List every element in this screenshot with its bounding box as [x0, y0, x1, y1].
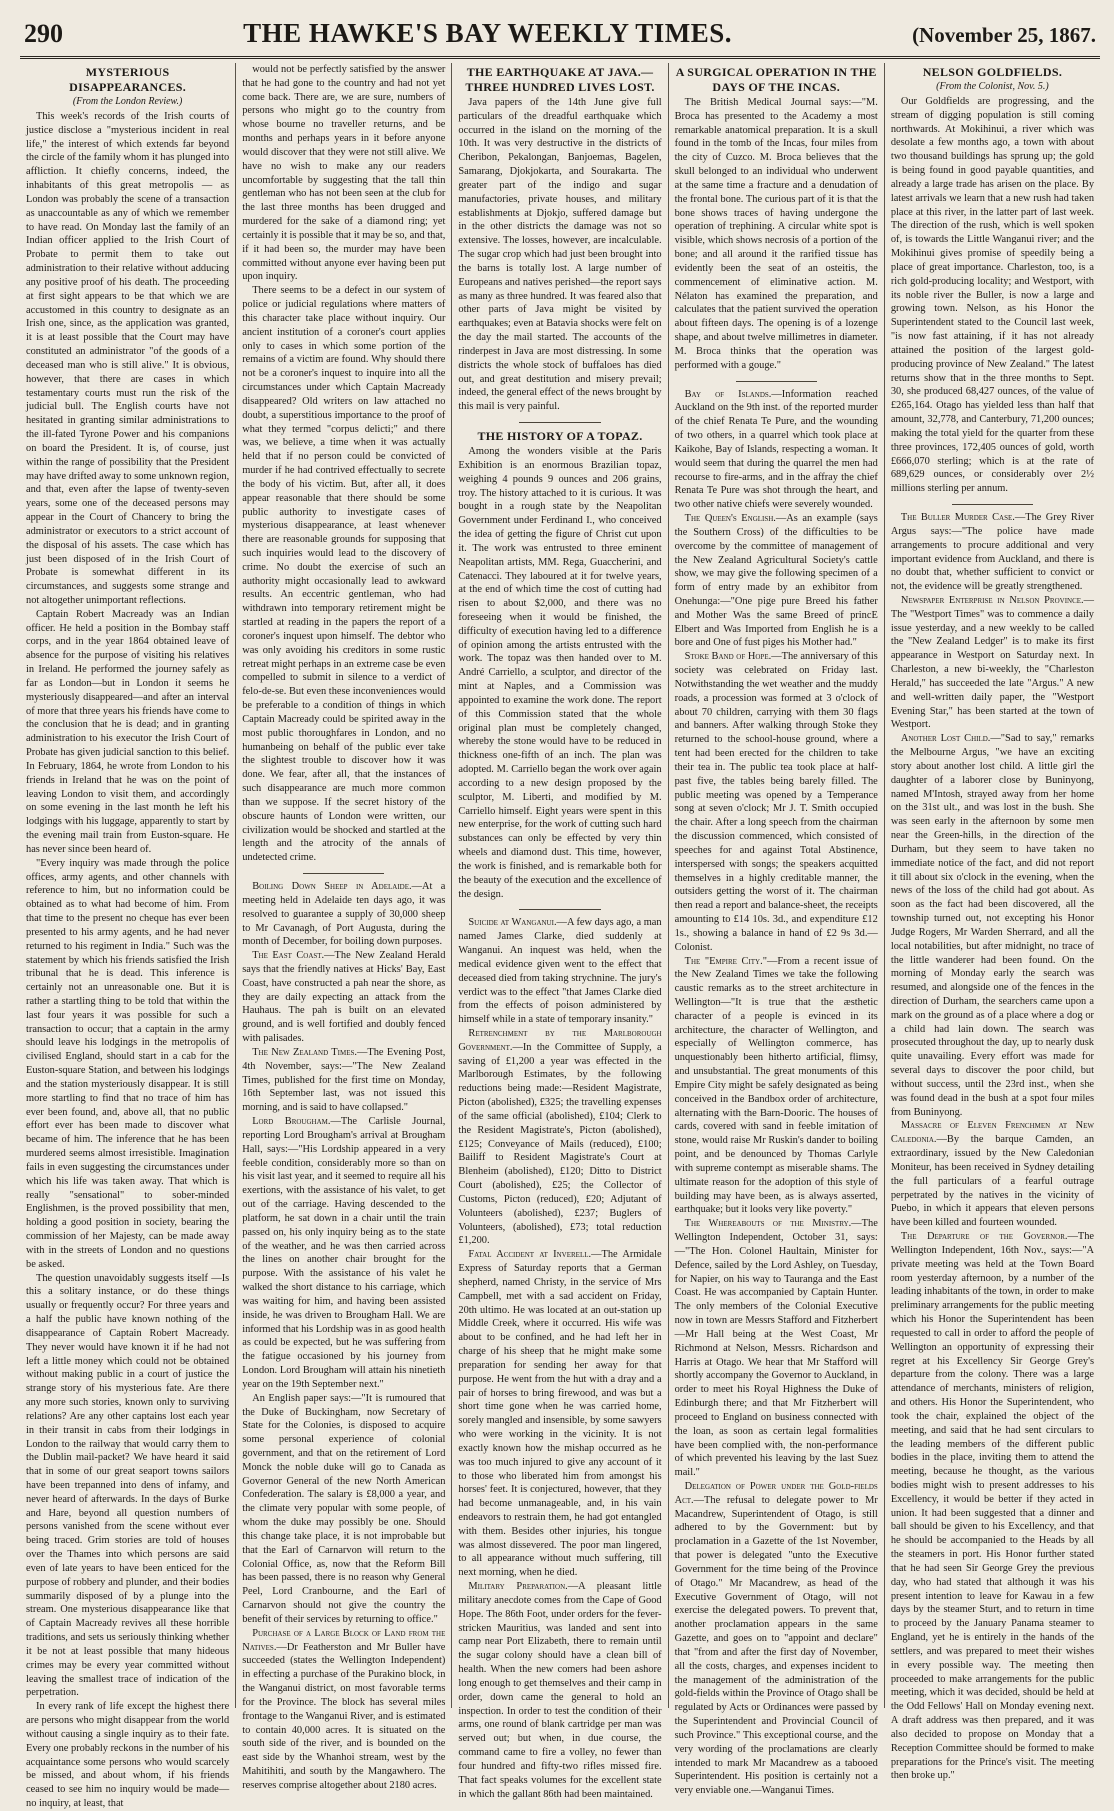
news-item: The Whereabouts of the Ministry.—The Wellington Independent, October 31, says:—"The Hon. Colonel Haultain, Minister for Defence, sailed by the Lord Ashley, on Tuesday, for Napier, on his way to Tauranga and the East Coast. He was accompanied by Captain Hunter. The only members of the Colonial Executive now in town are Messrs Stafford and Fitzherbert—Mr Hall being at the West Coast, Mr Richmond at Nelson, Messrs. Richardson and Harris at Otago. We hear that Mr Stafford will shortly accompany the Governor to Auckland, in order to meet his Royal Highness the Duke of Edinburgh there; and that Mr Fitzherbert will proceed to England on business connected with the loan, as soon as certain legal formalities have been complied with, the non-performance of which prevented his leaving by the last Suez mail."	[674, 1218, 878, 1479]
article-mysterious-disappearances	[26, 65, 229, 1811]
column-1	[20, 63, 235, 1810]
news-item: Military Preparation.—A pleasant little military anecdote comes from the Cape of Good Hope. The 86th Foot, under orders for the fever-stricken Mauritius, was landed and sent into camp near Port Elizabeth, there to remain until the sugar colony should have a clean bill of health. When the new comers had been ashore long enough to get themselves and their camp in order, down came the general to hold an inspection. In order to test the condition of their arms, one round of blank cartridge per man was served out; but when, in due course, the command came to fire a volley, no fewer than four hundred and fifty-two rifles missed fire. That fact speaks volumes for the excellent state in which the gallant 86th had been maintained.	[458, 1581, 662, 1800]
news-items	[458, 916, 661, 1801]
article-headline: A SURGICAL OPERATION IN THE DAYS OF THE INCAS.	[675, 65, 877, 94]
column-3	[451, 63, 667, 1800]
columns	[20, 63, 1100, 1810]
article-paragraph: The British Medical Journal says:—"M. Broca has presented to the Academy a most remarkable anatomical preparation. It is a skull found in the tomb of the Incas, four miles from the city of Cuzco. M. Broca believes that the skull belonged to an individual who underwent at the same time a fracture and a denudation of the frontal bone. The curious part of it is that the bone shows traces of having undergone the operation of trephining. A circular white spot is visible, which shows necrosis of a portion of the bone; and all around it the rarified tissue has evidently been the seat of an osteitis, the commencement of eliminative action. M. Nélaton has examined the preparation, and calculates that the patient survived the operation about fifteen days. The opening is of a lozenge shape, and about twelve millimetres in diameter. M. Broca thinks that the operation was performed with a gouge."	[674, 97, 878, 371]
news-item: The Buller Murder Case.—The Grey River Argus says:—"The police have made arrangements to procure additional and very important evidence from Auckland, and there is no doubt that, whether sufficient to convict or not, the evidence will be greatly strengthened.	[890, 512, 1095, 593]
divider	[952, 504, 1033, 505]
news-item: The East Coast.—The New Zealand Herald says that the friendly natives at Hicks' Bay, East Coast, have constructed a pah near the shore, as they are daily expecting an attack from the Hauhaus. The pah is built on an elevated ground, and is well fortified and doubly fenced with palisades.	[242, 950, 446, 1045]
news-item: Purchase of a Large Block of Land from the Natives.—Dr Featherston and Mr Buller have succeeded (states the Wellington Independent) in effecting a purchase of the Purakino block, in the Wanganui district, on most favorable terms for the Province. The block has several miles frontage to the Wanganui River, and is estimated to contain 40,000 acres. It is situated on the south side of the river, and is bounded on the east side by the Whanhoi stream, west by the Mahitihiti, and south by the Mangawhero. The reserves comprise altogether about 2180 acres.	[242, 1627, 446, 1791]
news-item: Newspaper Enterprise in Nelson Province.—The "Westport Times" was to commence a daily issue yesterday, and a new weekly to be called the "New Zealand Ledger" is to make its first appearance in Westport on Saturday next. In Charleston, a new bi-weekly, the "Charleston Herald," has succeeded the late "Argus." A new and well-written daily paper, the "Westport Evening Star," has been started at the town of Westport.	[890, 594, 1095, 731]
news-item: Another Lost Child.—"Sad to say," remarks the Melbourne Argus, "we have an exciting story about another lost child. A little girl the daughter of a laborer close by Buninyong, named M'Intosh, strayed away from her home on the 31st ult., and was lost in the bush. She was seen early in the afternoon by some men near the Green-hills, in the direction of the Durham, but they seem to have taken no immediate notice of the fact, and did not report it till about six o'clock in the evening, when the news of the loss of the child had got about. As soon as the fact had been discovered, all the township turned out, not excepting his Honor Judge Rogers, Mr Warden Sherrard, and all the local notabilities, but after midnight, no trace of the little wanderer had been found. On the morning of Monday early the search was resumed, and alongside one of the fences in the direction of Durham, the searchers came upon a mark on the ground as of a place where a dog or a child had lain down. The search was prosecuted throughout the day, up to nearly dusk quite unavailing. Every effort was made for several days to discover the poor child, but without success, until the 23rd inst., when she was found dead in the bush at a spot four miles from Buninyong.	[890, 733, 1095, 1118]
divider	[519, 422, 600, 423]
divider	[519, 909, 600, 910]
article-paragraph: The question unavoidably suggests itself —Is this a solitary instance, or do these things usually or frequently occur? For three years and a half the public have known nothing of the disappearance of Captain Robert Macready. They never would have known it if he had not left a little money which could not be obtained without making public in a court of justice the strange story of his mysterious fate. Are there any more such stories, known only to surviving relations? Are any other captains lost each year in their transit in cabs from their lodgings in London to the railway that would carry them to the Dublin mail-packet? We have heard it said that in some of our great seaport towns sailors have been trepanned into dens of infamy, and never heard of afterwards. In the days of Burke and Hare, beyond all question numbers of persons vanished from the scene without ever being traced. Grim stories are told of houses over the Thames into which persons are said even of late years to have been enticed for the purpose of robbery and plunder, and their bodies summarily disposed of by a plunge into the stream. One mysterious disappearance like that of Captain Macready revives all these horrible traditions, and sets us seriously thinking whether it be not at least possible that many hideous crimes may be every year committed without leaving the smallest trace of indication of the perpetration.	[26, 1272, 230, 1699]
column-2	[235, 63, 451, 1791]
news-item: The New Zealand Times.—The Evening Post, 4th November, says:—"The New Zealand Times, published for the first time on Monday, 16th September last, was not issued this morning, and is said to have collapsed."	[242, 1046, 446, 1114]
page-number: 290	[24, 19, 63, 48]
news-item: Delegation of Power under the Gold-fields Act.—The refusal to delegate power to Mr Macandrew, Superintendent of Otago, is still adhered to by the Government: but by proclamation in a Gazette of the 1st November, that power is delegated "unto the Executive Government for the time being of the Province of Otago." Mr Macandrew, as head of the Executive Government of Otago, will not exercise the delegated powers. To prevent that, another proclamation appears in the same Gazette, and goes on to "appoint and declare" that "from and after the first day of November, all the costs, charges, and expenses incident to the management of the administration of the gold-fields within the Province of Otago shall be regulated by Acts or Ordinances were passed by the Superintendent and Provincial Council of such Province." This exceptional course, and the very wording of the proclamations are clearly intended to mark Mr Macandrew as a tabooed Superintendent. His position is certainly not a very enviable one.—Wanganui Times.	[674, 1480, 878, 1797]
article-paragraph: Among the wonders visible at the Paris Exhibition is an enormous Brazilian topaz, weighing 4 pounds 9 ounces and 206 grains, troy. The history attached to it is curious. It was bought in a rough state by the Neapolitan Government under Ferdinand I., who conceived the idea of getting the figure of Christ cut upon it. The work was entrusted to three eminent Neapolitan artists, MM. Rega, Guaccherini, and Catenacci. They laboured at it for twelve years, at the end of which time the cost of cutting had risen to about $2,000, and there was no foreseeing when it would be finished, the difficulty of execution having led to a difference of opinion among the artists entrusted with the work. The topaz was then handed over to M. André Carriello, a sculptor, and director of the mint at Naples, and a Commission was appointed to examine the work done. The report of this Commission stated that the whole original plan must be completely changed, whereby the stone would have to be reduced in thickness one-fifth of an inch. The plan was adopted. M. Carriello began the work over again according to a new design proposed by the sculptor, M. Liberti, and modified by M. Carriello himself. Eight years were spent in this new enterprise, for the work of cutting such hard substances can only be effected by very thin wheels and diamond dust. This time, however, the work is finished, and is remarkable both for the beauty of the execution and the excellence of the design.	[458, 446, 662, 900]
news-item: The Departure of the Governor.—The Wellington Independent, 16th Nov., says:—"A private meeting was held at the Town Board room yesterday afternoon, by a number of the leading inhabitants of the town, in order to make preliminary arrangements for the public meeting which his Honor the Superintendent has been requested to call in order to afford the people of Wellington an opportunity of expressing their regret at his Excellency Sir George Grey's departure from the colony. There was a large attendance of merchants, ministers of religion, and others. His Honor the Superintendent, who took the chair, explained the object of the meeting, and said that he had sent circulars to the leading members of the different public bodies in the place, inviting them to attend the meeting, because he thought, as the various bodies might wish to present addresses to his Excellency, it would be better if they acted in union. It had been suggested that a dinner and ball should be given to his Excellency, and that he should be accompanied to the Heads by all the steamers in port. His Honor further stated that he had seen Sir George Grey the previous day, who had stated that although it was his present intention to leave for Kawau in a few days by the steamer Sturt, and to return in time to proceed by the January Panama steamer to England, yet he is entirely in the hands of the settlers, and was prepared to meet their wishes in every possible way. The meeting then proceeded to make arrangements for the public meeting, which it was decided, should be held at the Odd Fellows' Hall on Monday evening next. A draft address was then prepared, and it was also decided to propose on Monday that a Reception Committee should be formed to make preparations for the Prince's visit. The meeting then broke up."	[890, 1231, 1095, 1782]
news-item: Retrenchment by the Marlborough Government.—In the Committee of Supply, a saving of £1,200 a year was effected in the Marlborough Estimates, by the following reductions being made:—Resident Magistrate, Picton (abolished), £325; the travelling expenses of the same official (abolished), £104; Clerk to the Resident Magistrate's, Picton (abolished), £125; Conveyance of Mails (reduced), £100; Bailiff to Resident Magistrate's Court at Blenheim (abolished), £120; Ditto to District Court (abolished), £25; the Collector of Customs, Picton (reduced), £20; Adjutant of Volunteers (abolished), £237; Buglers of Volunteers, (abolished), £73; total reduction £1,200.	[458, 1028, 662, 1247]
article-headline: MYSTERIOUS DISAPPEARANCES.	[69, 65, 187, 94]
article-surgical-operation	[675, 65, 878, 373]
article-paragraph: would not be perfectly satisfied by the answer that he had gone to the country and had not yet come back. There are, we are sure, numbers of persons who might go to the country from whose bourne no traveller returns, and be months and perhaps years in it before anyone would discover that they were not still alive. We have no wish to make any our readers uncomfortable by suggesting that the tall thin gentleman who has not been seen at the club for the last three months has been drugged and murdered for the sake of a diamond ring; yet certainly it is possible that it may be so, and that, if it had been so, the murder may have been committed without anyone ever having been put upon inquiry.	[242, 64, 446, 283]
newspaper-title: THE HAWKE'S BAY WEEKLY TIMES.	[243, 18, 732, 48]
article-paragraph: There seems to be a defect in our system of police or judicial regulations where matters of this character take place without inquiry. Our ancient institution of a coroner's court applies only to cases in which some portion of the remains of a victim are found. Why should there not be a coroner's inquest to inquire into all the circumstances under which Captain Macready disappeared? Old writers on law attached no doubt, a superstitious importance to the proof of what they termed "corpus delicti;" and there was, we believe, a time when it was actually held that if no person could be convicted of murder if he had contrived effectually to secrete the body of his victim. But, after all, it does appear reasonable that there should be some public authority to investigate cases of mysterious disappearance, at least whenever there are reasonable grounds for supposing that such inquiries would lead to the discovery of crime. No doubt the exercise of such an authority might occasionally lead to awkward results. An eccentric gentleman, who had withdrawn into temporary retirement might be startled at reading in the papers the report of a coroner's inquest upon himself. The debtor who was only avoiding his creditors in some rustic retreat might perhaps in an extreme case be even compelled to submit in silence to a verdict of felo-de-se. But even these inconveniences would be preferable to a condition of things in which Captain Macready could be spirited away in the most public thoroughfares in London, and no humanbeing on behalf of the public ever take the slightest trouble to discover how it was done. We fear, after all, that the instances of such disappearance are much more common than we suppose. If the secret history of the obscure haunts of London were written, our civilization would be shocked and startled at the length and the atrocity of the annals of undetected crime.	[242, 285, 446, 864]
news-item: An English paper says:—"It is rumoured that the Duke of Buckingham, now Secretary of State for the Colonies, is disposed to acquire some personal experience of colonial government, and that on the retirement of Lord Monck the noble duke will go to Canada as Governor General of the new North American Confederation. The salary is £8,000 a year, and the climate very popular with some people, of whom the duke may possibly be one. Should this change take place, it is not improbable but that the Earl of Carnarvon will return to the Colonial Office, as, now that the Reform Bill has been passed, there is no reason why General Peel, Lord Cranbourne, and the Earl of Carnarvon should not give the country the benefit of their services by returning to office."	[242, 1392, 446, 1625]
article-source: (From the London Review.)	[72, 96, 183, 107]
article-source: (From the Colonist, Nov. 5.)	[936, 81, 1049, 92]
article-paragraph: In every rank of life except the highest there are persons who might disappear from the world without causing a single inquiry as to their fate. Every one probably reckons in the number of his acquaintance some persons who would scarcely be missed, and about whom, if his friends ceased to see him no inquiry would be made—no inquiry, at least, that	[26, 1701, 230, 1810]
article-headline: NELSON GOLDFIELDS.	[922, 65, 1063, 79]
news-items	[675, 388, 878, 1798]
news-item: Massacre of Eleven Frenchmen at New Caledonia.—By the barque Camden, an extraordinary, issued by the New Caledonian Moniteur, has been received in Sydney detailing the full particulars of a fearful outrage perpetrated by the natives in the vicinity of Puebo, in which it appears that eleven persons have been killed and fourteen wounded.	[890, 1120, 1095, 1229]
news-item: Bay of Islands.—Information reached Auckland on the 9th inst. of the reported murder of the chief Renata Te Pure, and the wounding of two others, in a quarrel which took place at Kaikohe, Bay of Islands, respecting a woman. It would seem that during the quarrel the men had recourse to fire-arms, and in the affray the chief Renata Te Pure was shot through the heart, and two other native chiefs were severely wounded.	[674, 388, 878, 511]
article-paragraph: Java papers of the 14th June give full particulars of the dreadful earthquake which occurred in the island on the morning of the 10th. It was very destructive in the districts of Cheribon, Pekalongan, Banjoemas, Bagelen, Samarang, Djokjokarta, and Sourakarta. The greater part of the indigo and sugar manufactories, private houses, and military establishments at Djokjo, suffered damage but in the other districts the damage was not so extensive. The losses, however, are incalculable. The sugar crop which had just been brought into the barns is totally lost. A large number of Europeans and natives perished—the report says as many as three hundred. It was feared also that other parts of Java might be visited by earthquakes; even at Batavia shocks were felt on the day the mail started. The accounts of the rinderpest in Java are most distressing. In some districts the whole stock of buffaloes has died out, and great destitution and misery prevail; indeed, the general effect of the news brought by this mail is very painful.	[458, 97, 662, 413]
article-paragraph: This week's records of the Irish courts of justice disclose a "mysterious incident in real life," the interest of which extends far beyond the circle of the family whom it has plunged into affliction. It chiefly concerns, indeed, the inhabitants of this great metropolis — as London was probably the scene of a transaction as unaccountable as any of which we remember to have read. On Monday last the family of an Indian officer applied to the Irish Court of Probate to permit them to take out administration to their relative without adducing any positive proof of his death. The proceeding at first sight appears to be that which we are accustomed in this country to designate as an Irish one, since, as the application was granted, it is at least possible that the Court may have constituted an administrator "of the goods of a deceased man who is still alive." It is obvious, however, that there are cases in which testamentary courts must run the risk of the judicial bull. The English courts have not hesitated in granting similar administrations to the ill-fated Tyrone Power and his companions on board the President. It is, of course, just within the range of possibility that the President may have drifted away to some unknown region, and that, even after the lapse of twenty-seven years, some one of the deceased persons may appear in the Court of Chancery to bring the administrator or executors to a strict account of the disposal of his assets. The case which has just been disposed of in the Irish Court of Probate is somewhat different in its circumstances, and suggests some strange and not altogether unimportant reflections.	[26, 111, 230, 606]
news-item: Fatal Accident at Inverell.—The Armidale Express of Saturday reports that a German shepherd, named Christy, in the service of Mrs Campbell, met with a sad accident on Friday, 20th ultimo. He was located at an out-station up Middle Creek, where it occurred. His wife was about to be confined, and he had left her in charge of his sheep that he might make some preparation for sending her away for that purpose. He went from the hut with a dray and a pair of horses to bring firewood, and was but a short time gone when he was carried home, sorely mangled and insensible, by some sawyers who were working in the vicinity. It is not exactly known how the mishap occurred as he was too much injured to give any account of it to those who liberated him from amongst his horses' feet. It is conjectured, however, that they had become unmanageable, and, in his vain endeavors to restrain them, he had got entangled with them. Besides other injuries, his tongue was almost dissevered. The poor man lingered, to all appearance without much suffering, till next morning, when he died.	[458, 1249, 662, 1579]
news-item: Lord Brougham.—The Carlisle Journal, reporting Lord Brougham's arrival at Brougham Hall, says:—"His Lordship appeared in a very feeble condition, considerably more so than on his visit last year, and it seemed to require all his exertions, with the assistance of his valet, to get out of the carriage. Having descended to the platform, he sat down in a chair until the train passed on, his only inquiry being as to the state of the weather, and he was then carried across the lines on another chair brought for the purpose. With the assistance of his valet he walked the short distance to his carriage, which was waiting for him, and having been assisted inside, he was driven to Brougham Hall. We are informed that his Lordship was in as good health as could be expected, but he was suffering from the fatigue occasioned by his journey from London. Lord Brougham will attain his ninetieth year on the 19th September next."	[242, 1116, 446, 1390]
issue-date: (November 25, 1867.	[912, 23, 1096, 47]
article-continuation	[242, 63, 445, 865]
divider	[303, 873, 384, 874]
article-nelson-goldfields	[891, 65, 1094, 496]
article-paragraph: Captain Robert Macready was an Indian officer. He held a position in the Bombay staff corps, and in the year 1864 obtained leave of absence for the purpose of visiting his relatives in Ireland. He performed the journey safely as far as London—but in London it seems he mysteriously disappeared—and after an interval of more that three years his friends have come to the conclusion that he is dead; and in granting administration to his executor the Irish Court of Probate has given judicial sanction to this belief. In February, 1864, he wrote from London to his friends in Ireland that he was on the point of leaving London to visit them, and accordingly on some evening in the last month he left his lodgings with his luggage, apparently to start by the evening mail train from Euston-square. He has never since been heard of.	[26, 608, 230, 855]
article-paragraph: "Every inquiry was made through the police offices, army agents, and other channels with reference to him, but no information could be obtained as to what had become of him. From that time to the present no cheque has ever been presented to his army agents, and he had never returned to his regiment in India." Such was the statement by which his friends satisfied the Irish tribunal that he is dead. This inference is certainly not an unreasonable one. But it is rather a startling thing to be told that within the last four years it was possible for such a transaction to occur; that a captain in the army should leave his lodgings in the metropolis of civilised England, should start in a cab for the Euston-square Station, and between his lodgings and the station mysteriously disappear. It is still more startling to find that no trace of him has ever been found, and, above all, that no public effort ever has been made to discover what became of him. The inference that he has been murdered seems almost irresistible. Imagination fails in even suggesting the circumstances under which his life was taken away. That which is really "sensational" to sober-minded Englishmen, is the proved possibility that men, holding a good position in society, bearing the commission of her Majesty, can be made away with in the streets of London and no questions be asked.	[26, 857, 230, 1270]
article-paragraph: Our Goldfields are progressing, and the stream of digging population is still coming northwards. At Mokihinui, a river which was desolate a few months ago, a town with about two thousand buildings has sprung up; the gold is being found in good payable quantities, and already a large trade has arisen on the place. By latest arrivals we learn that a new rush had taken place at this river, in the latter part of last week. The direction of the rush, which is well spoken of, is towards the Little Wanganui river; and the Mokihinui gives promise of speedily being a place of great importance. Charleston, too, is a rich gold-producing locality; and Westport, with its noble river the Buller, is now a large and growing town. Nelson, as his Honor the Superintendent stated to the Council last week, "is now fast attaining, if it has not already attained the position of the largest gold-producing province of New Zealand." The latest returns show that in the three months to Sept. 30, she produced 68,427 ounces, of the value of £265,164. Otago has yielded less than half that amount, 32,778, and Canterbury, 71,200 ounces; making the total yield for the quarter from these three provinces, 172,405 ounces of gold, worth £666,070 sterling; which is at the rate of 689,629 ounces, or considerably over 2½ millions sterling per annum.	[890, 96, 1095, 495]
article-headline: THE EARTHQUAKE AT JAVA.—THREE HUNDRED LIVES LOST.	[465, 65, 655, 94]
news-item: Suicide at Wanganui.—A few days ago, a man named James Clarke, died suddenly at Wanganui. An inquest was held, when the medical evidence given went to the effect that deceased died from taking strychnine. The jury's verdict was to the effect "that James Clarke died from the effects of poison administered by himself while in a state of temporary insanity."	[458, 917, 662, 1026]
masthead	[20, 18, 1100, 59]
article-earthquake-java	[458, 65, 661, 414]
news-item: The "Empire City."—From a recent issue of the New Zealand Times we take the following caustic remarks as to the street architecture in Wellington—"It is true that the æsthetic character of a people is evinced in its architecture, the character of Wellington, and especially of Wellington commerce, has unquestionably been hitherto artificial, flimsy, and unsubstantial. The great monuments of this Empire City might be safely designated as being conceived in the Bandbox order of architecture, alternating with the Barn-Dooric. The houses of cards, covered with sand in feeble imitation of stone, would raise Mr Ruskin's dander to boiling point, and be denounced by Thomas Carlyle with supreme contempt as miserable shams. The ultimate reason for the adoption of this style of building may have been, as is always asserted, earthquake; but it looks very like poverty."	[674, 955, 878, 1216]
divider	[736, 381, 817, 382]
news-items	[242, 880, 445, 1793]
article-headline: THE HISTORY OF A TOPAZ.	[477, 429, 643, 444]
column-5	[884, 63, 1100, 1782]
article-history-of-a-topaz	[458, 429, 661, 901]
column-4	[668, 63, 884, 1797]
news-item: Boiling Down Sheep in Adelaide.—At a meeting held in Adelaide ten days ago, it was resolved to guarantee a supply of 30,000 sheep to Mr Cavanagh, of Port Augusta, during the month of December, for boiling down purposes.	[242, 881, 446, 948]
news-items	[891, 511, 1094, 1783]
news-item: Stoke Band of Hope.—The anniversary of this society was celebrated on Friday last. Notwithstanding the wet weather and the muddy roads, a procession was formed at 3 o'clock of about 70 children, carrying with them 30 flags and banners. After walking through Stoke they returned to the school-house ground, where a tent had been erected for the children to take their tea in. The public tea took place at half-past five, the tables being barely filled. The public meeting was opened by a Temperance song at seven o'clock; Mr J. T. Smith occupied the chair. After a long speech from the chairman the discussion commenced, which consisted of speeches for and against Total Abstinence, interspersed with songs; the speakers acquitted themselves in a highly creditable manner, the outsiders getting the worst of it. The chairman then read a report and balance-sheet, the receipts amounting to £14 10s. 3d., and expenditure £12 1s., showing a balance in hand of £2 9s 3d.—Colonist.	[674, 651, 878, 953]
news-item: The Queen's English.—As an example (says the Southern Cross) of the difficulties to be overcome by the committee of management of the New Zealand Agricultural Society's cattle show, we may give the following specimen of a form of entry made by an exhibitor from Onehunga:—"One pige pure Breed his father and Mother Was the same Breed of princE Elbert and Was Imported from English he is a bore and One of fust piges his Mother had."	[674, 513, 878, 649]
